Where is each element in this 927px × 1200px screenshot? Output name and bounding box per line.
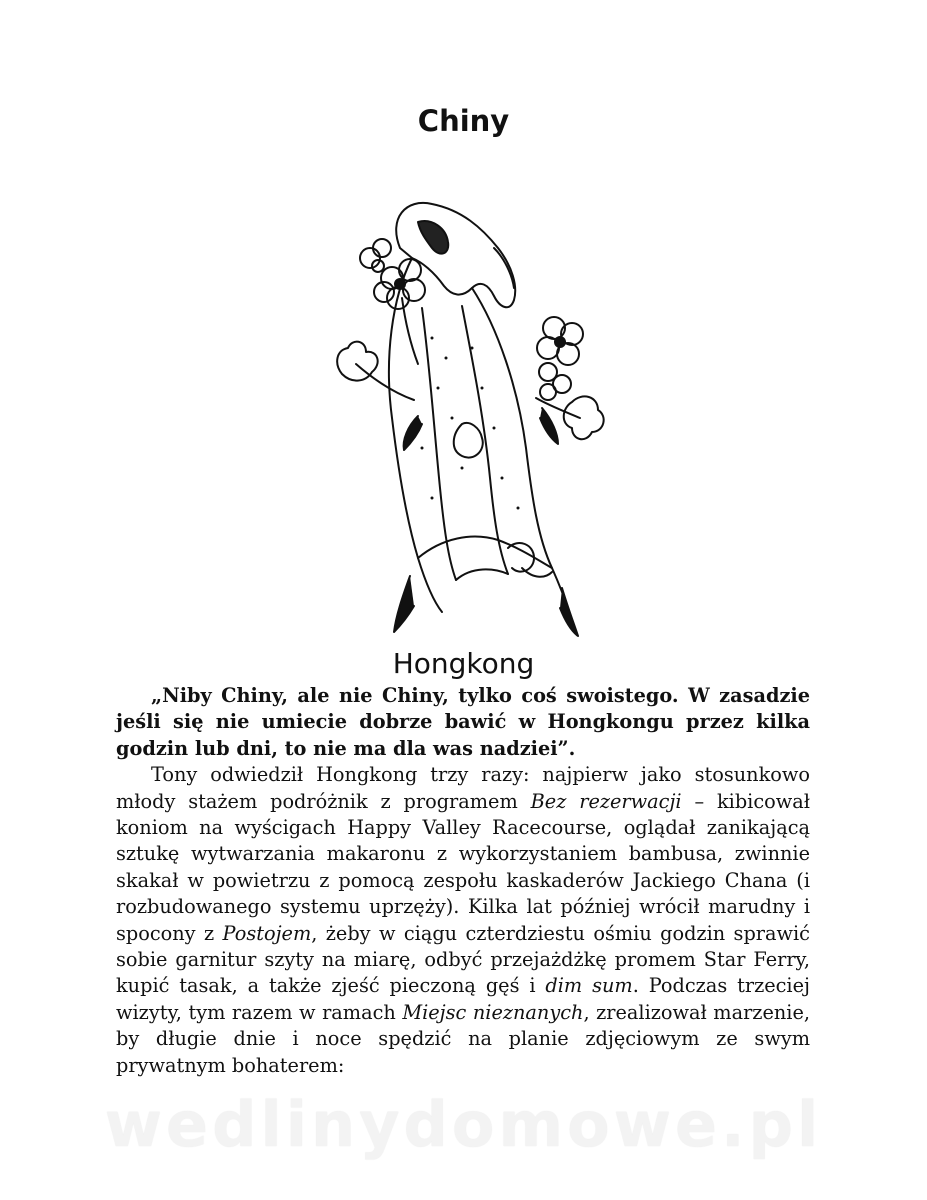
paragraph-text-4: . Podczas trzeciej wizyty, tym razem w ramach (116, 974, 810, 1024)
show-title-bez-rezerwacji: Bez rezerwacji (530, 789, 682, 813)
paragraph-text-5: , zrealizował marzenie, by długie dnie i noce spędzić na planie zdjęciowym ze swym prywatnym bohaterem: (116, 1000, 810, 1077)
paragraph-text-2: – kibicował koniom na wyścigach Happy Valley Racecourse, oglądał zanikającą sztukę wytwarzania makaronu z wykorzystaniem bambusa, zwinnie skakał w powietrzu z pomocą zespołu kaskaderów Jackiego Chana (i rozbudowanego systemu uprzęży). Kilka lat później wrócił marudny i spocony z (116, 789, 810, 945)
show-title-postoj: Postojem (222, 921, 312, 945)
show-title-miejsca-nieznane: Miejsc nieznanych (402, 1000, 584, 1024)
paragraph-text-3: , żeby w ciągu czterdziestu ośmiu godzin sprawić sobie garnitur szyty na miarę, odbyć przejażdżkę promem Star Ferry, kupić tasak, a także zjeść pieczoną gęś i (116, 921, 810, 998)
section-title: Hongkong (392, 647, 535, 680)
watermark: wedlinydomowe.pl (104, 1088, 823, 1161)
paragraph-text-1: Tony odwiedził Hongkong trzy razy: najpierw jako stosunkowo młody stażem podróżnik z programem (116, 763, 810, 813)
dish-name: dim sum (545, 974, 633, 998)
opening-quote: „Niby Chiny, ale nie Chiny, tylko coś swoistego. W zasadzie jeśli się nie umiecie dobrze bawić w Hongkongu przez kilka godzin lub dni, to nie ma dla was nadziei”. (116, 684, 810, 760)
main-paragraph (116, 762, 810, 1079)
chapter-title: Chiny (417, 104, 510, 138)
hanging-roast-duck-illustration (322, 188, 610, 640)
body-text (116, 683, 810, 1079)
